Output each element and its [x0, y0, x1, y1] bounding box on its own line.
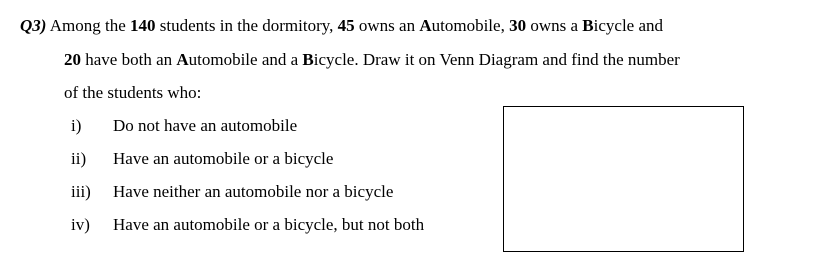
answer-box — [503, 106, 744, 252]
item-number: i) — [71, 116, 82, 135]
bicycle-count: 30 — [509, 16, 527, 35]
both-count: 20 — [64, 50, 81, 69]
automobile-initial: A — [419, 16, 432, 35]
item-number: iii) — [71, 182, 91, 201]
text: have both an — [85, 50, 173, 69]
question-line-1 — [20, 16, 663, 36]
text: owns a — [530, 16, 579, 35]
automobile-initial: A — [176, 50, 189, 69]
item-number: iv) — [71, 215, 90, 234]
text: Among the — [49, 16, 126, 35]
bicycle-initial: B — [582, 16, 594, 35]
question-line-2 — [64, 50, 680, 70]
item-text: Do not have an automobile — [113, 116, 298, 135]
question-line-3: of the students who: — [64, 83, 202, 102]
automobile-count: 45 — [337, 16, 355, 35]
total-count: 140 — [130, 16, 156, 35]
bicycle-initial: B — [302, 50, 314, 69]
item-text: Have an automobile or a bicycle, but not both — [113, 215, 425, 234]
text: utomobile and a — [188, 50, 299, 69]
text: icycle and — [593, 16, 664, 35]
text: students in the dormitory, — [159, 16, 334, 35]
item-text: Have an automobile or a bicycle — [113, 149, 334, 168]
question-label: Q3) — [20, 16, 47, 35]
item-number: ii) — [71, 149, 87, 168]
text: utomobile, — [431, 16, 505, 35]
text: icycle. Draw it on Venn Diagram and find the number — [313, 50, 680, 69]
text: owns an — [358, 16, 416, 35]
item-text: Have neither an automobile nor a bicycle — [113, 182, 394, 201]
